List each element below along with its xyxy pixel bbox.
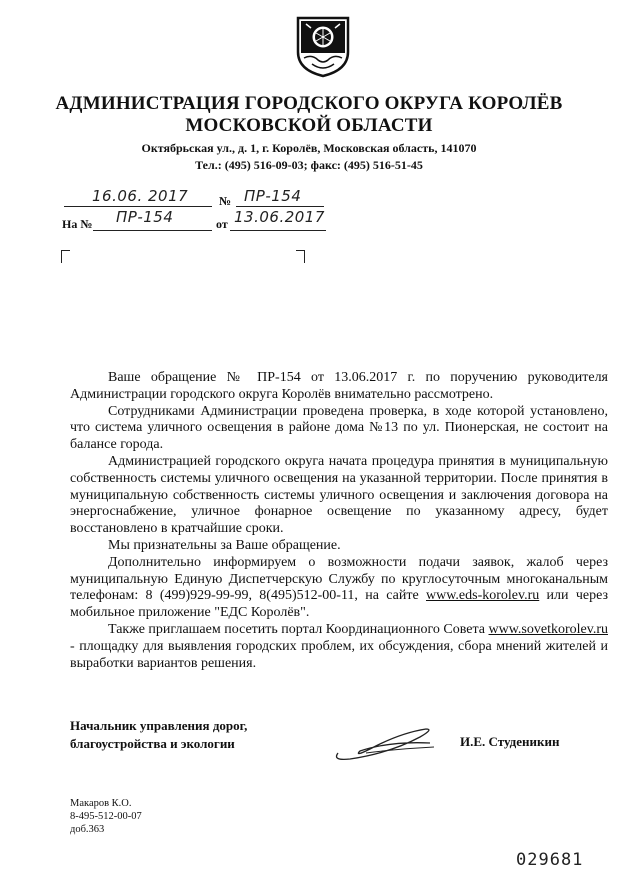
sovet-website-link[interactable]: www.sovetkorolev.ru — [488, 621, 608, 637]
organization-contacts — [0, 140, 618, 174]
body-paragraph-2: Сотрудниками Администрации проведена проверка, в ходе которой установлено, что система уличного освещения в районе дома №13 по ул. Пионерская, не состоит на балансе города. — [70, 403, 608, 453]
signatory-name: И.Е. Студеникин — [460, 734, 560, 749]
body-paragraph-4: Мы признательны за Ваше обращение. — [108, 537, 341, 553]
addressee-corner-left — [61, 250, 70, 263]
eds-website-link[interactable]: www.eds-korolev.ru — [425, 588, 540, 604]
body-paragraph-5 — [70, 555, 608, 622]
signatory-position-line2: благоустройства и экологии — [70, 736, 235, 751]
outgoing-number-label: № — [219, 194, 232, 208]
incoming-number: ПР-154 — [116, 208, 174, 226]
organization-address: Октябрьская ул., д. 1, г. Королёв, Московская область, 141070 — [141, 141, 477, 155]
handwritten-signature — [330, 723, 440, 765]
incoming-date: 13.06.2017 — [234, 208, 325, 226]
signatory-position-line1: Начальник управления дорог, — [70, 718, 248, 733]
body-paragraph-5-text-a: Дополнительно информируем о возможности подачи заявок, жалоб через муниципальную Единую Диспетчерскую Службу по круглосуточным многоканальным телефонам: 8 (499)929-99-99, 8(495)512-00-11, на сайте — [70, 554, 608, 604]
body-paragraph-1: Ваше обращение № ПР-154 от 13.06.2017 г. по поручению руководителя Администрации городского округа Королёв внимательно рассмотрено. — [70, 370, 608, 402]
incoming-number-line — [93, 230, 212, 231]
incoming-date-line — [230, 230, 326, 231]
outgoing-number-line — [236, 206, 324, 207]
executor-info — [70, 797, 142, 836]
executor-name: Макаров К.О. — [70, 798, 132, 809]
addressee-corner-right — [296, 250, 305, 263]
korolev-coat-of-arms-icon — [294, 14, 352, 78]
outgoing-number: ПР-154 — [244, 187, 302, 205]
organization-phones: Тел.: (495) 516-09-03; факс: (495) 516-51-45 — [195, 158, 423, 172]
document-serial-number: 029681 — [516, 850, 584, 870]
executor-extension: доб.363 — [70, 824, 105, 835]
body-paragraph-6-text-b: - площадку для выявления городских проблем, их обсуждения, сбора мнений жителей и выработки вариантов решения. — [70, 638, 608, 671]
executor-phone: 8-495-512-00-07 — [70, 811, 142, 822]
organization-title — [0, 93, 618, 137]
body-paragraph-3: Администрацией городского округа начата процедура принятия в муниципальную собственность системы уличного освещения на указанной территории. После принятия в муниципальную собственность системы уличного освещения и заключения договора на энергоснабжение, уличное фонарное освещение по указанному адресу, будет восстановлено в кратчайшие сроки. — [70, 453, 608, 537]
signatory-position — [70, 717, 247, 753]
incoming-number-label: На № — [62, 217, 93, 231]
body-paragraph-6-text-a: Также приглашаем посетить портал Координационного Совета — [108, 621, 489, 637]
organization-title-line2: МОСКОВСКОЙ ОБЛАСТИ — [185, 115, 433, 136]
outgoing-date-line — [64, 206, 212, 207]
body-paragraph-6 — [70, 622, 608, 672]
incoming-date-label: от — [216, 217, 228, 231]
organization-title-line1: АДМИНИСТРАЦИЯ ГОРОДСКОГО ОКРУГА КОРОЛЁВ — [55, 93, 563, 114]
letter-body — [70, 370, 608, 672]
body-paragraph-5-text-b: или через мобильное приложение "ЕДС Королёв". — [70, 588, 609, 621]
outgoing-date: 16.06. 2017 — [92, 187, 189, 205]
